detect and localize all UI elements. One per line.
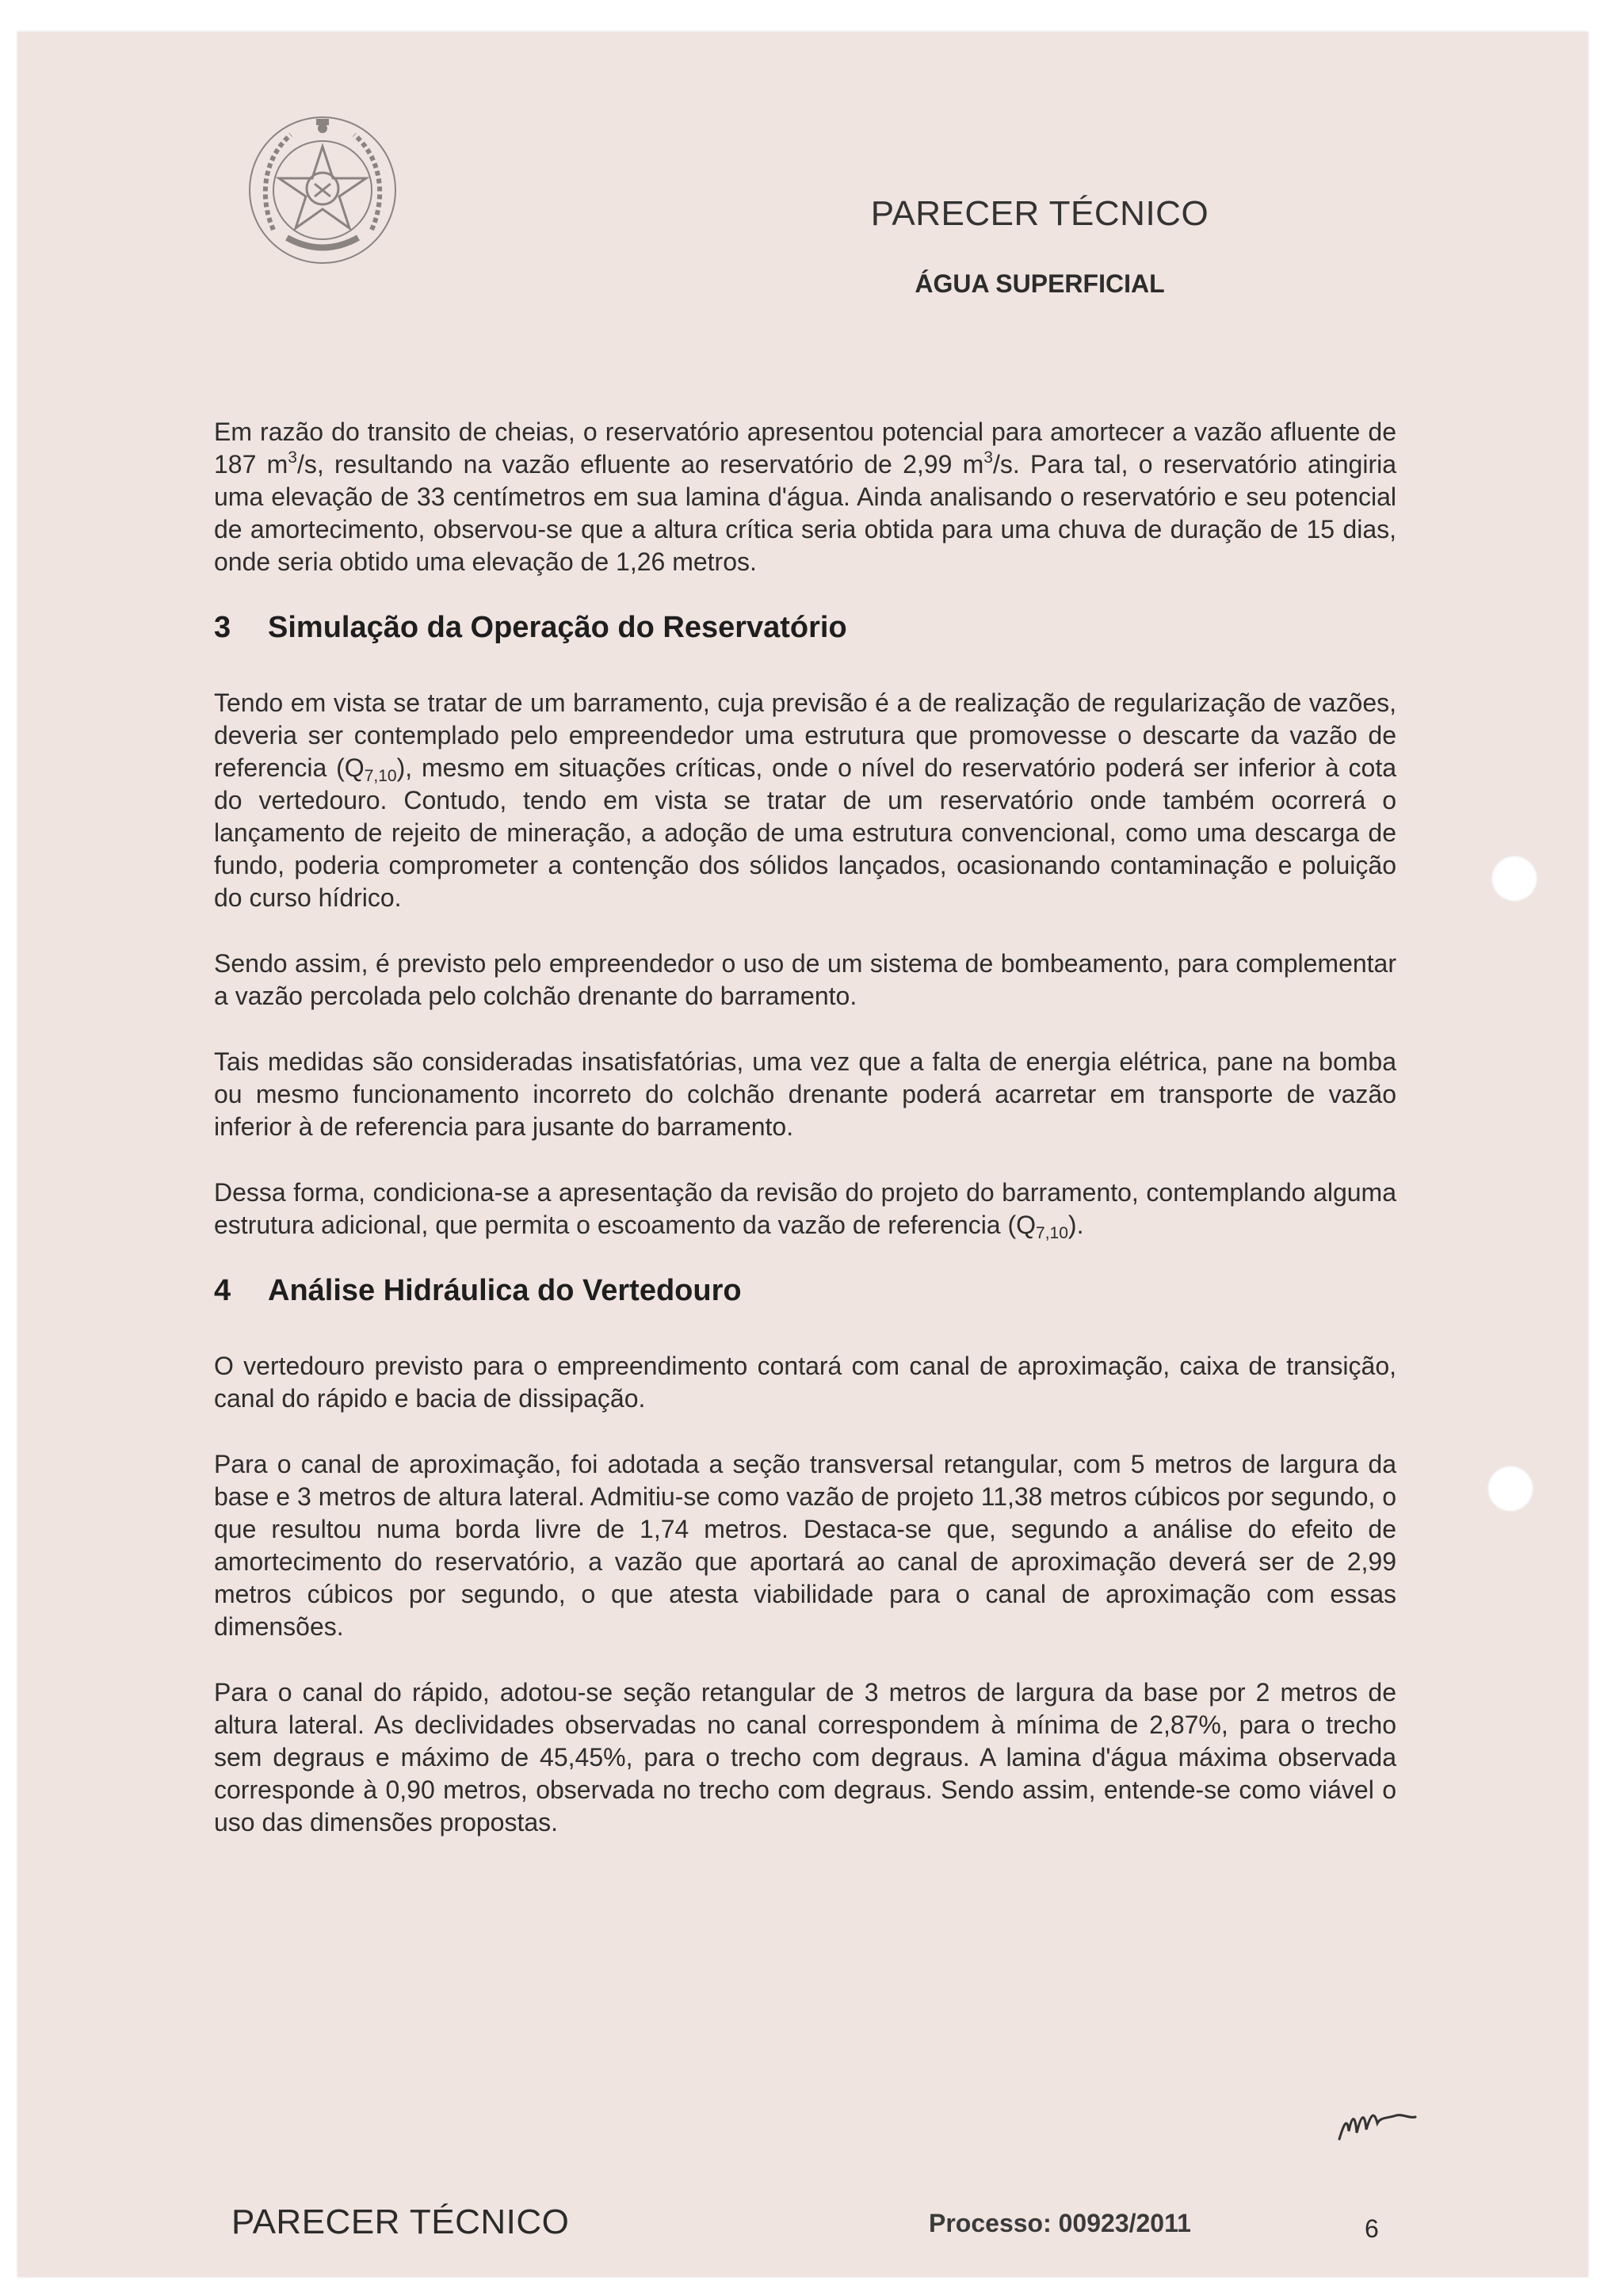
coat-of-arms-seal-icon bbox=[243, 111, 402, 269]
punch-hole bbox=[1491, 856, 1537, 902]
intro-paragraph: Em razão do transito de cheias, o reservatório apresentou potencial para amortecer a vazão afluente de 187 $m^3/s$, resultando na vazão efluente ao reservatório de 2,99 $m^3/s$. Para tal, o reservatório atingiria uma elevação de 33 centímetros em sua lamina d'água. Ainda analisando o reservatório e seu potencial de amortecimento, observou-se que a altura crítica seria obtida para uma chuva de duração de 15 dias, onde seria obtido uma elevação de 1,26 metros. bbox=[214, 418, 1397, 576]
section-title: Análise Hidráulica do Vertedouro bbox=[268, 1274, 742, 1307]
document-page bbox=[17, 32, 1588, 2277]
handwritten-initials-icon bbox=[1333, 2100, 1420, 2147]
section-4-heading bbox=[214, 1275, 1396, 1307]
section-3-heading bbox=[214, 612, 1396, 644]
section-3-paragraph-3: Tais medidas são consideradas insatisfatórias, uma vez que a falta de energia elétrica, pane na bomba ou mesmo funcionamento incorreto do colchão drenante poderá acarretar em transporte de vazão inferior à de referencia para jusante do barramento. bbox=[214, 1047, 1396, 1141]
footer-title: PARECER TÉCNICO bbox=[231, 2203, 570, 2241]
section-4-paragraph-3: Para o canal do rápido, adotou-se seção retangular de 3 metros de largura da base por 2 metros de altura lateral. As declividades observadas no canal correspondem à mínima de 2,87%, para o trecho sem degraus e máximo de 45,45%, para o trecho com degraus. A lamina d'água máxima observada corresponde à 0,90 metros, observada no trecho com degraus. Sendo assim, entende-se como viável o uso das dimensões propostas. bbox=[214, 1678, 1396, 1836]
process-number: Processo: 00923/2011 bbox=[929, 2209, 1191, 2237]
section-3-paragraph-1: Tendo em vista se tratar de um barramento, cuja previsão é a de realização de regularização de vazões, deveria ser contemplado pelo empreendedor uma estrutura que promovesse o descarte da vazão de referencia $(Q_{7,10})$, mesmo em situações críticas, onde o nível do reservatório poderá ser inferior à cota do vertedouro. Contudo, tendo em vista se tratar de um reservatório onde também ocorrerá o lançamento de rejeito de mineração, a adoção de uma estrutura convencional, como uma descarga de fundo, poderia comprometer a contenção dos sólidos lançados, ocasionando contaminação e poluição do curso hídrico. bbox=[214, 688, 1397, 912]
header-title: PARECER TÉCNICO bbox=[870, 194, 1209, 233]
section-4-paragraph-1: O vertedouro previsto para o empreendimento contará com canal de aproximação, caixa de transição, canal do rápido e bacia de dissipação. bbox=[214, 1352, 1396, 1413]
document-body bbox=[214, 416, 1396, 1872]
section-number: 4 bbox=[214, 1274, 231, 1307]
section-4-paragraph-2: Para o canal de aproximação, foi adotada a seção transversal retangular, com 5 metros de largura da base e 3 metros de altura lateral. Admitiu-se como vazão de projeto 11,38 metros cúbicos por segundo, o que resultou numa borda livre de 1,74 metros. Destaca-se que, segundo a análise do efeito de amortecimento do reservatório, a vazão que aportará ao canal de aproximação deverá ser de 2,99 metros cúbicos por segundo, o que atesta viabilidade para o canal de aproximação com essas dimensões. bbox=[214, 1450, 1396, 1641]
page-number: 6 bbox=[1365, 2214, 1379, 2243]
section-title: Simulação da Operação do Reservatório bbox=[268, 611, 847, 644]
section-number: 3 bbox=[214, 611, 231, 644]
section-3-paragraph-4: Dessa forma, condiciona-se a apresentação da revisão do projeto do barramento, contemplando alguma estrutura adicional, que permita o escoamento da vazão de referencia $(Q_{7,10})$. bbox=[214, 1178, 1396, 1242]
header-subtitle: ÁGUA SUPERFICIAL bbox=[915, 269, 1165, 298]
punch-hole bbox=[1487, 1466, 1533, 1512]
section-3-paragraph-2: Sendo assim, é previsto pelo empreendedor o uso de um sistema de bombeamento, para complementar a vazão percolada pelo colchão drenante do barramento. bbox=[214, 949, 1396, 1010]
